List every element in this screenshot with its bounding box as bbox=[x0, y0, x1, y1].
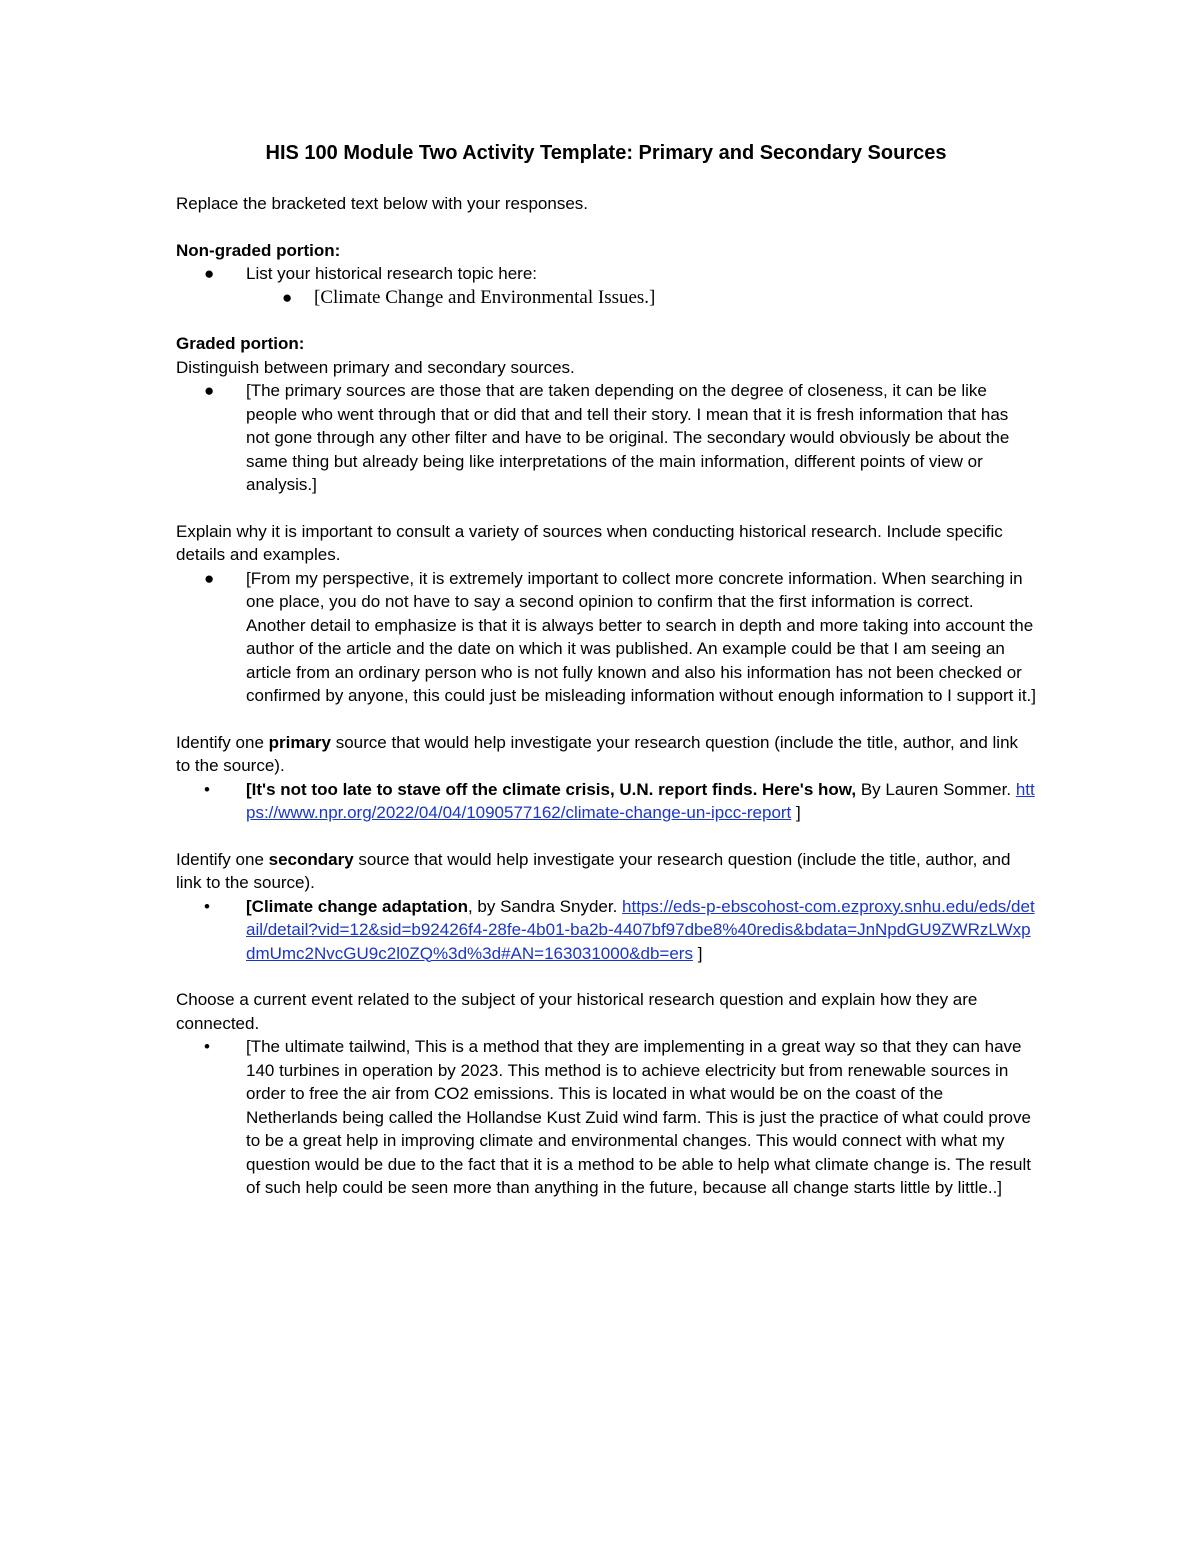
list-item: • [Climate change adaptation, by Sandra Snyder. https://eds-p-ebscohost-com.ezproxy.snhu.edu/eds/detail/detail?vid=12&sid=b92426f4-28fe-4b01-ba2b-4407bf97dbe8%40redis&bdata=JnNpdGU9ZWRzLWxpdmUmc2NvcGU9c2l0ZQ%3d%3d#AN=163031000&db=ers ] bbox=[204, 896, 1035, 963]
answer-3-list bbox=[176, 778, 1036, 825]
non-graded-list bbox=[176, 262, 1036, 309]
graded-heading: Graded portion: bbox=[176, 334, 305, 353]
secondary-source-title: [Climate change adaptation bbox=[246, 896, 468, 916]
list-item bbox=[176, 1035, 1036, 1200]
primary-source-link[interactable]: https://www.npr.org/2022/04/04/1090577162/climate-change-un-ipcc-report bbox=[246, 779, 1035, 822]
list-item bbox=[176, 286, 1036, 310]
answer-2-list bbox=[176, 567, 1036, 708]
topic-label: List your historical research topic here: bbox=[246, 264, 538, 283]
list-item bbox=[176, 567, 1036, 708]
non-graded-heading: Non-graded portion: bbox=[176, 240, 341, 260]
bullet-icon: • bbox=[204, 896, 210, 916]
answer-4-list bbox=[176, 895, 1036, 966]
question-1: Distinguish between primary and secondary sources. bbox=[176, 357, 575, 377]
topic-answer: [Climate Change and Environmental Issues.] bbox=[314, 286, 656, 308]
bullet-icon: ● bbox=[204, 264, 215, 283]
secondary-source-link[interactable]: https://eds-p-ebscohost-com.ezproxy.snhu.edu/eds/detail/detail?vid=12&sid=b92426f4-28fe-4b01-ba2b-4407bf97dbe8%40redis&bdata=JnNpdGU9ZWRzLWxpdmUmc2NvcGU9c2l0ZQ%3d%3d#AN=163031000&db=ers bbox=[246, 896, 1035, 963]
secondary-source-author: , by Sandra Snyder. bbox=[467, 896, 623, 916]
page-title: HIS 100 Module Two Activity Template: Primary and Secondary Sources bbox=[265, 142, 947, 164]
question-4: Identify one secondary source that would help investigate your research question (include the title, author, and link to the source). bbox=[176, 849, 1011, 892]
list-item bbox=[176, 262, 1036, 286]
list-item bbox=[176, 379, 1036, 497]
bullet-icon: • bbox=[204, 779, 210, 799]
answer-5: [The ultimate tailwind, This is a method that they are implementing in a great way so that they can have 140 turbines in operation by 2023. This method is to achieve electricity but from renewable sources in order to free the air from CO2 emissions. This is located in what would be on the coast of the Netherlands being called the Hollandse Kust Zuid wind farm. This is just the practice of what could prove to be a great help in improving climate and environmental changes. This would connect with what my question would be due to the fact that it is a method to be able to help what climate change is. The result of such help could be seen more than anything in the future, because all change starts little by little..] bbox=[246, 1037, 1032, 1197]
list-item: • [It's not too late to stave off the climate crisis, U.N. report finds. Here's how, By Lauren Sommer. https://www.npr.org/2022/04/04/1090577162/climate-change-un-ipcc-report ] bbox=[204, 779, 1035, 822]
bullet-icon: • bbox=[204, 1037, 210, 1056]
document-body bbox=[176, 140, 1036, 1200]
primary-source-author: By Lauren Sommer. bbox=[856, 779, 1016, 799]
answer-1: [The primary sources are those that are taken depending on the degree of closeness, it can be like people who went through that or did that and tell their story. I mean that it is fresh information that has not gone through any other filter and have to be original. The secondary would obviously be about the same thing but already being like interpretations of the main information, different points of view or analysis.] bbox=[246, 381, 1010, 494]
question-2: Explain why it is important to consult a variety of sources when conducting historical research. Include specific details and examples. bbox=[176, 521, 1003, 564]
question-3: Identify one primary source that would help investigate your research question (include the title, author, and link to the source). bbox=[176, 732, 1019, 775]
question-5: Choose a current event related to the subject of your historical research question and explain how they are connected. bbox=[176, 990, 978, 1033]
answer-5-list bbox=[176, 1035, 1036, 1200]
answer-1-list bbox=[176, 379, 1036, 497]
intro-text: Replace the bracketed text below with your responses. bbox=[176, 194, 589, 213]
primary-source-title: [It's not too late to stave off the climate crisis, U.N. report finds. Here's how, bbox=[246, 779, 857, 799]
bullet-icon: ● bbox=[282, 287, 293, 307]
bullet-icon: ● bbox=[204, 568, 215, 588]
bullet-icon: ● bbox=[204, 381, 215, 400]
answer-2: [From my perspective, it is extremely important to collect more concrete information. When searching in one place, you do not have to say a second opinion to confirm that the first information is correct. Another detail to emphasize is that it is always better to search in depth and more taking into account the author of the article and the date on which it was published. An example could be that I am seeing an article from an ordinary person who is not fully known and also his information has not been checked or confirmed by anyone, this could just be misleading information without enough information to I support it.] bbox=[246, 568, 1036, 705]
